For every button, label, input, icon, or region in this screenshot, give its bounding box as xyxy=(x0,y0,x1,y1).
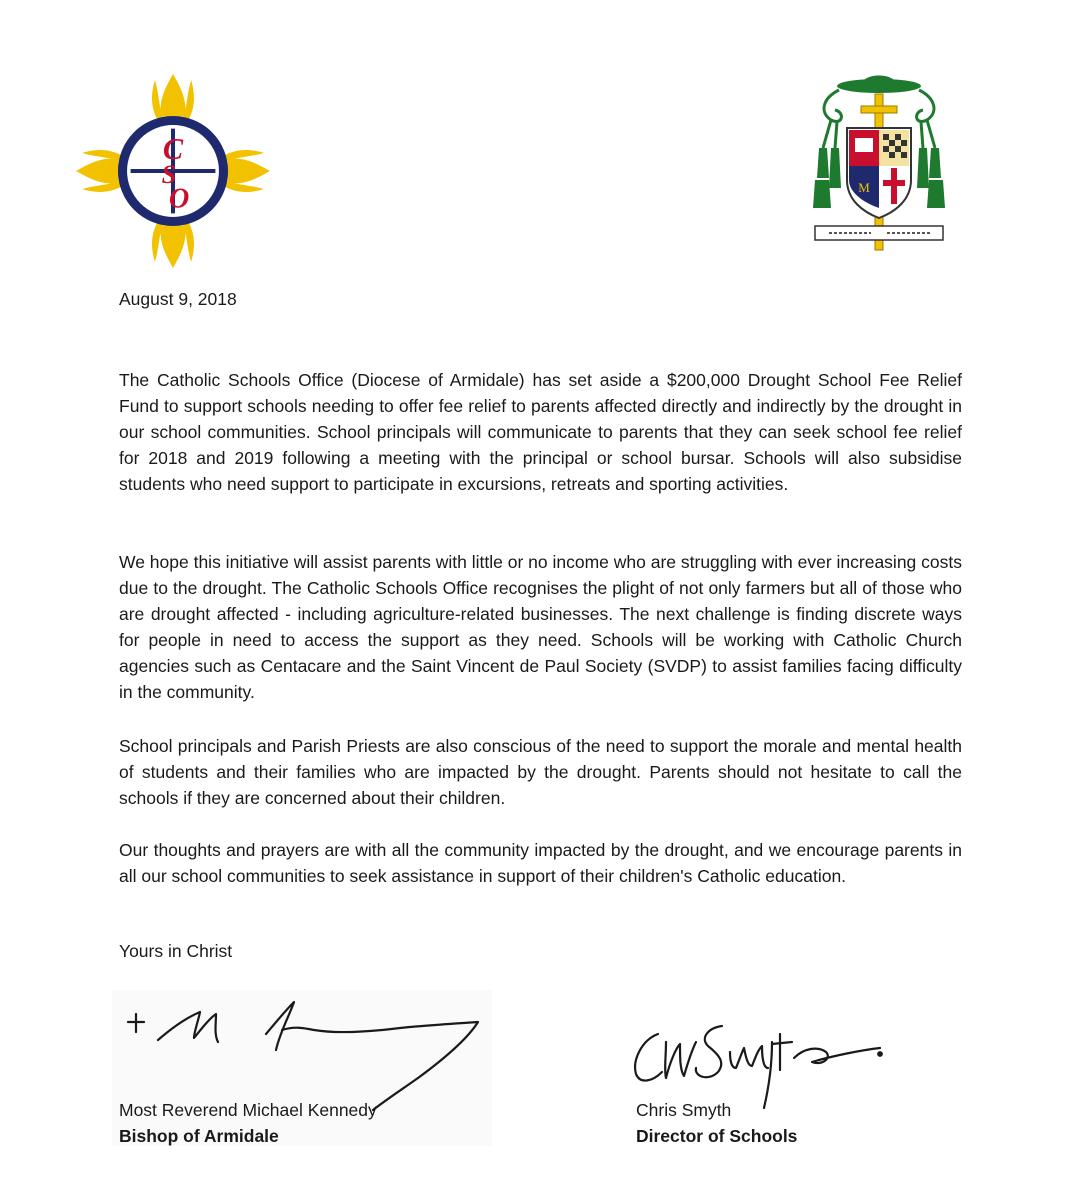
body-paragraph: School principals and Parish Priests are also conscious of the need to support the morale and mental health of students and their families who are impacted by the drought. Parents should not hesitate to call the schools if they are concerned about their children. xyxy=(119,736,962,808)
svg-text:M: M xyxy=(858,180,870,195)
letter-closing: Yours in Christ xyxy=(119,941,233,961)
coat-of-arms-icon xyxy=(808,68,950,258)
body-paragraph: We hope this initiative will assist parents with little or no income who are struggling with ever increasing costs due to the drought. The Catholic Schools Office recognises the plight of not only farmers but all of those who are drought affected - including agriculture-related businesses. The next challenge is finding discrete ways for people in need to access the support as they need. Schools will be working with Catholic Church agencies such as Centacare and the Saint Vincent de Paul Society (SVDP) to assist families facing difficulty in the community. xyxy=(119,552,962,702)
bishop-signature-icon xyxy=(118,992,493,1112)
signatory-name: Chris Smyth xyxy=(636,1100,732,1120)
letter-date: August 9, 2018 xyxy=(119,289,237,309)
signatory-title: Bishop of Armidale xyxy=(119,1126,279,1146)
body-paragraph: Our thoughts and prayers are with all the community impacted by the drought, and we encourage parents in all our school communities to seek assistance in support of their children's Catholic education. xyxy=(119,840,962,886)
cso-logo-icon xyxy=(72,70,274,272)
body-paragraph: The Catholic Schools Office (Diocese of Armidale) has set aside a $200,000 Drought School Fee Relief Fund to support schools needing to offer fee relief to parents affected directly and indirectly by the drought in our school communities. School principals will communicate to parents that they can seek school fee relief for 2018 and 2019 following a meeting with the principal or school bursar. Schools will also subsidise students who need support to participate in excursions, retreats and sporting activities. xyxy=(119,370,962,494)
svg-text:S: S xyxy=(161,160,177,190)
signatory-title: Director of Schools xyxy=(636,1126,798,1146)
signatory-name: Most Reverend Michael Kennedy xyxy=(119,1100,377,1120)
svg-text:C: C xyxy=(162,131,184,166)
svg-text:O: O xyxy=(168,183,190,215)
